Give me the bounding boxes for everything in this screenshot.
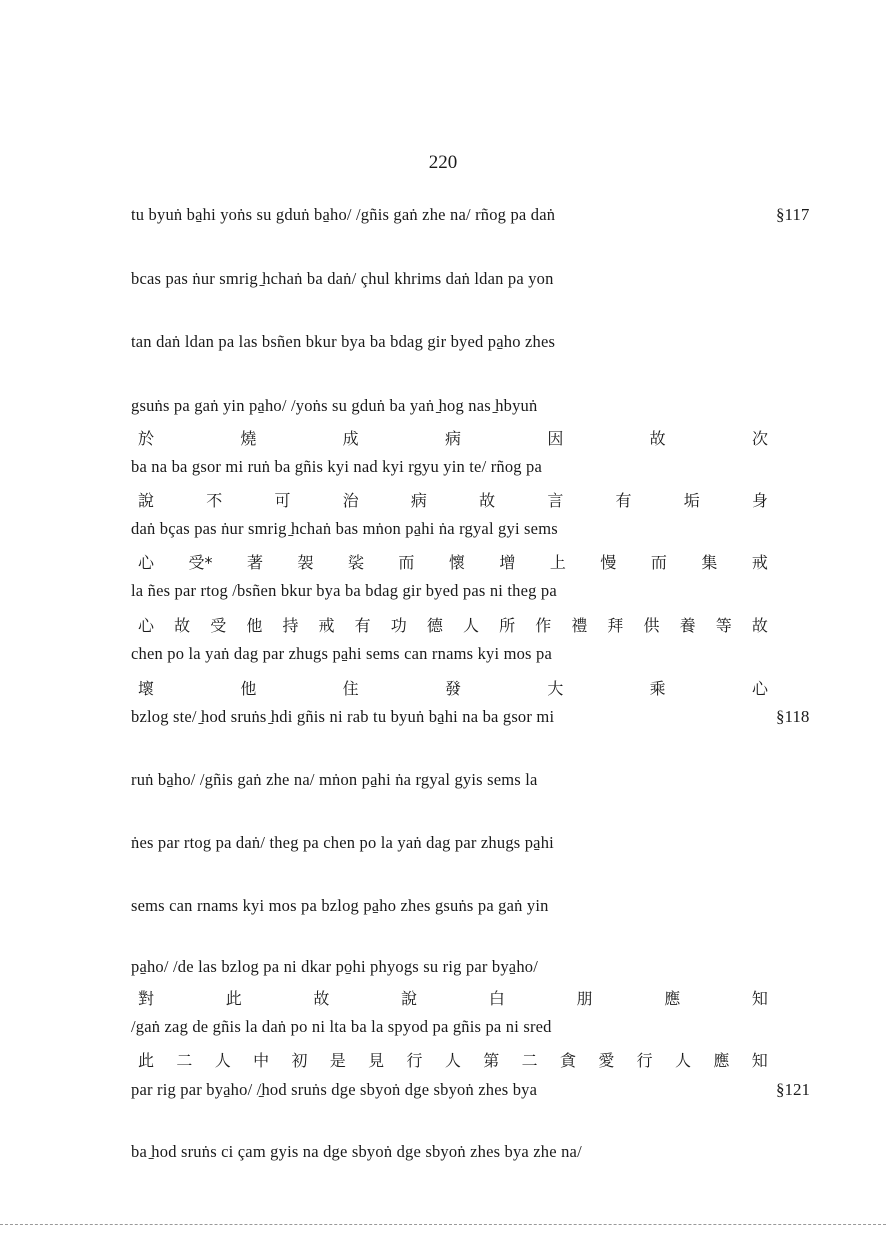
gloss-char: 應 — [713, 1051, 730, 1070]
gloss-char: 是 — [329, 1051, 346, 1070]
gloss-char: 此 — [138, 1051, 155, 1070]
gloss-char: 心 — [138, 553, 155, 572]
chinese-gloss — [138, 550, 768, 573]
gloss-char: 可 — [274, 491, 291, 510]
gloss-char: 上 — [549, 553, 566, 572]
gloss-char: 故 — [479, 491, 496, 510]
gloss-char: 裟 — [347, 553, 364, 572]
tibetan-line: bcas pas ṅur smrig ̱hchaṅ ba daṅ/ çhul khrims daṅ ldan pa yon — [131, 269, 554, 288]
gloss-char: 心 — [138, 616, 155, 635]
gloss-char: 中 — [253, 1051, 270, 1070]
gloss-char: 人 — [462, 616, 479, 635]
gloss-char: 朋 — [576, 989, 593, 1008]
gloss-char: 袈 — [297, 553, 314, 572]
gloss-char: 不 — [206, 491, 223, 510]
gloss-char: 次 — [751, 429, 768, 448]
gloss-char: 二 — [521, 1051, 538, 1070]
gloss-char: 他 — [246, 616, 263, 635]
gloss-char: 於 — [138, 429, 155, 448]
gloss-char: 戒 — [751, 553, 768, 572]
tibetan-line: bzlog ste/ ̱hod sruṅs ̱hdi gñis ni rab tu byuṅ ba̱hi na ba gsor mi — [131, 707, 555, 726]
gloss-char: 增 — [499, 553, 516, 572]
gloss-char: 初 — [291, 1051, 308, 1070]
gloss-char: 病 — [410, 491, 427, 510]
gloss-char: 治 — [342, 491, 359, 510]
gloss-char: 大 — [547, 679, 564, 698]
gloss-char: 壞 — [138, 679, 155, 698]
tibetan-line: ba ̱hod sruṅs ci çam gyis na dge sbyoṅ dge sbyoṅ zhes bya zhe na/ — [131, 1142, 582, 1161]
gloss-char: 受* — [188, 553, 213, 572]
gloss-char: 知 — [751, 1051, 768, 1070]
section-marker: §117 — [776, 205, 810, 224]
gloss-char: 對 — [138, 989, 155, 1008]
gloss-char: 見 — [368, 1051, 385, 1070]
gloss-char: 戒 — [318, 616, 335, 635]
gloss-char: 知 — [751, 989, 768, 1008]
tibetan-line: /gaṅ zag de gñis la daṅ po ni lta ba la spyod pa gñis pa ni sred — [131, 1017, 552, 1036]
gloss-char: 成 — [342, 429, 359, 448]
gloss-char: 言 — [547, 491, 564, 510]
gloss-char: 貪 — [559, 1051, 576, 1070]
gloss-char: 懷 — [448, 553, 465, 572]
gloss-char: 有 — [354, 616, 371, 635]
gloss-char: 說 — [138, 491, 155, 510]
tibetan-line: gsuṅs pa gaṅ yin pa̱ho/ /yoṅs su gduṅ ba yaṅ ̱hog nas ̱hbyuṅ — [131, 396, 538, 415]
gloss-char: 著 — [246, 553, 263, 572]
tibetan-line: tan daṅ ldan pa las bsñen bkur bya ba bdag gir byed pa̱ho zhes — [131, 332, 556, 351]
gloss-char: 二 — [176, 1051, 193, 1070]
gloss-char: 說 — [401, 989, 418, 1008]
gloss-char: 德 — [426, 616, 443, 635]
page-number: 220 — [428, 152, 458, 173]
gloss-char: 所 — [499, 616, 516, 635]
chinese-gloss — [138, 986, 768, 1009]
gloss-char: 集 — [701, 553, 718, 572]
tibetan-line: daṅ bças pas ṅur smrig ̱hchaṅ bas mṅon pa̱hi ṅa rgyal gyi sems — [131, 519, 558, 538]
tibetan-line: la ñes par rtog /bsñen bkur bya ba bdag gir byed pas ni theg pa — [131, 581, 557, 600]
chinese-gloss — [138, 676, 768, 699]
gloss-char: 禮 — [571, 616, 588, 635]
gloss-char: 而 — [398, 553, 415, 572]
chinese-gloss — [138, 426, 768, 449]
gloss-char: 發 — [444, 679, 461, 698]
gloss-char: 人 — [675, 1051, 692, 1070]
section-marker: §118 — [776, 707, 810, 726]
gloss-char: 人 — [214, 1051, 231, 1070]
tibetan-line: sems can rnams kyi mos pa bzlog pa̱ho zhes gsuṅs pa gaṅ yin — [131, 896, 549, 915]
section-marker: §121 — [776, 1080, 810, 1099]
gloss-char: 而 — [650, 553, 667, 572]
tibetan-line: pa̱ho/ /de las bzlog pa ni dkar po̱hi phyogs su rig par bya̱ho/ — [131, 957, 539, 976]
tibetan-line: tu byuṅ ba̱hi yoṅs su gduṅ ba̱ho/ /gñis gaṅ zhe na/ rñog pa daṅ — [131, 205, 556, 224]
gloss-char: 慢 — [600, 553, 617, 572]
page-bottom-rule — [0, 1224, 886, 1225]
gloss-char: 心 — [751, 679, 768, 698]
tibetan-line: ruṅ ba̱ho/ /gñis gaṅ zhe na/ mṅon pa̱hi ṅa rgyal gyis sems la — [131, 770, 538, 789]
gloss-char: 持 — [282, 616, 299, 635]
gloss-char: 他 — [240, 679, 257, 698]
tibetan-line: ṅes par rtog pa daṅ/ theg pa chen po la yaṅ dag par zhugs pa̱hi — [131, 833, 554, 852]
gloss-char: 故 — [649, 429, 666, 448]
gloss-char: 第 — [483, 1051, 500, 1070]
chinese-gloss — [138, 613, 768, 636]
gloss-char: 應 — [664, 989, 681, 1008]
gloss-char: 功 — [390, 616, 407, 635]
gloss-char: 因 — [547, 429, 564, 448]
chinese-gloss — [138, 488, 768, 511]
gloss-char: 拜 — [607, 616, 624, 635]
gloss-char: 病 — [444, 429, 461, 448]
gloss-char: 有 — [615, 491, 632, 510]
gloss-char: 作 — [535, 616, 552, 635]
gloss-char: 故 — [751, 616, 768, 635]
tibetan-line: par rig par bya̱ho/ /̱hod sruṅs dge sbyoṅ dge sbyoṅ zhes bya — [131, 1080, 538, 1099]
gloss-char: 故 — [174, 616, 191, 635]
gloss-char: 故 — [313, 989, 330, 1008]
gloss-char: 白 — [488, 989, 505, 1008]
chinese-gloss — [138, 1048, 768, 1071]
gloss-char: 垢 — [683, 491, 700, 510]
gloss-char: 行 — [636, 1051, 653, 1070]
gloss-char: 受 — [210, 616, 227, 635]
gloss-char: 供 — [643, 616, 660, 635]
gloss-char: 人 — [444, 1051, 461, 1070]
gloss-char: 住 — [342, 679, 359, 698]
gloss-char: 等 — [715, 616, 732, 635]
gloss-char: 乘 — [649, 679, 666, 698]
gloss-char: 行 — [406, 1051, 423, 1070]
gloss-char: 此 — [225, 989, 242, 1008]
tibetan-line: chen po la yaṅ dag par zhugs pa̱hi sems can rnams kyi mos pa — [131, 644, 552, 663]
gloss-char: 愛 — [598, 1051, 615, 1070]
gloss-char: 燒 — [240, 429, 257, 448]
tibetan-line: ba na ba gsor mi ruṅ ba gñis kyi nad kyi rgyu yin te/ rñog pa — [131, 457, 543, 476]
gloss-char: 身 — [751, 491, 768, 510]
gloss-char: 養 — [679, 616, 696, 635]
